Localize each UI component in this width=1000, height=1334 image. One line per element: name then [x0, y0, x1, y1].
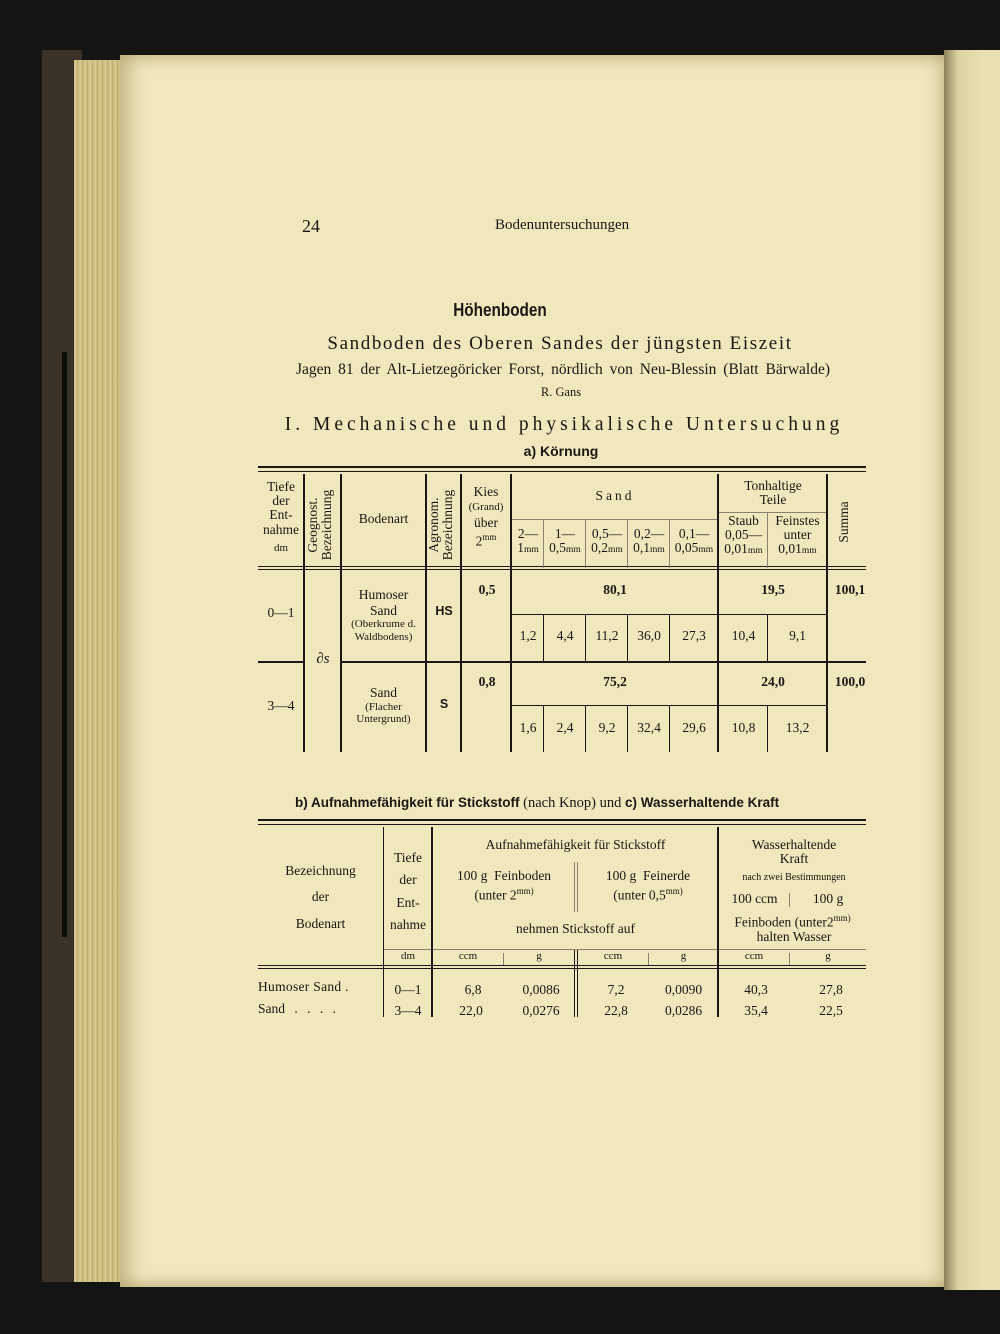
- header-feinerde: 100 g Feinerde (unter $0,5^{mm)}$: [605, 868, 691, 903]
- page-sheet: [120, 55, 946, 1287]
- unit-label: g: [825, 950, 831, 962]
- header-aufnahme: Aufnahmefähigkeit für Stickstoff: [485, 837, 666, 852]
- unit-label: ccm: [458, 950, 478, 962]
- row2-tiefe: 3—4: [267, 698, 295, 713]
- table-cell: 35,4: [744, 1003, 768, 1018]
- row1-sand-value: 1,2: [519, 628, 537, 643]
- page-title: Höhenboden: [453, 300, 547, 320]
- header-tiefe-b: Tiefe der Ent- nahme: [390, 850, 426, 932]
- table-cell: 22,0: [459, 1003, 483, 1018]
- row1-bodenart: Humoser Sand (Oberkrume d. Waldbodens): [351, 587, 416, 643]
- header-staub: Staub 0,05— 0,01mm: [724, 513, 763, 557]
- unit-label: g: [536, 950, 542, 962]
- header-tiefe-unit: dm: [400, 950, 416, 962]
- header-tiefe: Tiefe der Ent- nahme dm: [263, 479, 299, 554]
- table-cell: 6,8: [464, 982, 482, 997]
- row1-kies: 0,5: [478, 582, 496, 597]
- row2-sand-value: 32,4: [637, 720, 661, 735]
- row2-sand-total: 75,2: [603, 674, 627, 689]
- table-b-top-rule-2: [258, 824, 866, 825]
- table-b-header-rule-2: [258, 968, 866, 969]
- row2-bodenart: Sand (Flacher Untergrund): [356, 685, 411, 726]
- header-sand-col: 0,2— 0,1mm: [633, 526, 665, 556]
- header-wasser-note: nach zwei Bestimmungen: [742, 872, 846, 883]
- row2-sand-value: 1,6: [519, 720, 537, 735]
- unit-label: g: [680, 950, 687, 962]
- row1-ton-value: 9,1: [789, 628, 806, 643]
- table-cell: 0,0090: [664, 982, 703, 997]
- row1-summa: 100,1: [834, 582, 866, 597]
- subsection-a-heading: a) Körnung: [523, 443, 599, 459]
- header-nehmen: nehmen Stickstoff auf: [516, 921, 635, 936]
- table-cell: 7,2: [607, 982, 625, 997]
- author-name: R. Gans: [540, 385, 582, 399]
- bookmark-ribbon: [62, 352, 67, 937]
- table-a-ton-subrule-2: [719, 705, 826, 706]
- header-bodenart: Bodenart: [358, 511, 409, 526]
- header-wasser-col: 100 g: [812, 891, 844, 906]
- header-agronom: Agronom. Bezeichnung: [426, 489, 455, 561]
- row1-sand-value: 27,3: [682, 628, 706, 643]
- row1-sand-value: 11,2: [595, 628, 619, 643]
- row2-ton-value: 10,8: [731, 720, 756, 735]
- table-b-top-rule: [258, 819, 866, 821]
- header-sand-col: 1— 0,5mm: [549, 526, 581, 556]
- table-a-header-rule: [258, 566, 866, 567]
- row1-ton-value: 10,4: [731, 628, 756, 643]
- header-sand-col: 0,1— 0,05mm: [674, 526, 714, 556]
- row2-ton-total: 24,0: [761, 674, 785, 689]
- table-a-header-rule-2: [258, 569, 866, 570]
- table-row-tiefe: 0—1: [394, 982, 422, 997]
- header-wasser: Wasserhaltende Kraft: [751, 837, 837, 867]
- table-a-row-rule-tiefe: [258, 661, 304, 663]
- table-a-top-rule: [258, 466, 866, 468]
- header-sand-col: 0,5— 0,2mm: [591, 526, 623, 556]
- geognost-symbol: ∂s: [316, 651, 330, 667]
- row2-summa: 100,0: [834, 674, 866, 689]
- header-geognost: Geognost. Bezeichnung: [305, 489, 334, 561]
- running-head: Bodenuntersuchungen: [495, 217, 630, 233]
- table-row-bodenart: Sand . . . .: [258, 1001, 336, 1016]
- table-row-bodenart: Humoser Sand .: [258, 979, 349, 994]
- header-feinboden-wasser: Feinboden ($unter2^{mm)}$: [734, 913, 851, 930]
- table-cell: 0,0286: [664, 1003, 703, 1018]
- header-bezeichnung: Bezeichnung der Bodenart: [285, 863, 356, 931]
- header-feinstes: Feinstes unter 0,01mm: [775, 513, 820, 557]
- row1-sand-value: 36,0: [637, 628, 661, 643]
- table-cell: 0,0086: [522, 982, 560, 997]
- header-sand-col: 2— 1mm: [517, 526, 539, 556]
- row2-sand-value: 2,4: [556, 720, 574, 735]
- header-kies: Kies (Grand) über $2^{mm}$: [468, 484, 504, 548]
- table-a-row-rule: [341, 661, 866, 663]
- table-a-top-rule-2: [258, 471, 866, 472]
- header-sand: Sand: [595, 488, 635, 503]
- table-b-header-rule: [258, 965, 866, 966]
- row2-sand-value: 29,6: [682, 720, 706, 735]
- row2-agronom: S: [439, 697, 449, 711]
- header-wasser-col: 100 ccm: [731, 891, 778, 906]
- page-subtitle: Sandboden des Oberen Sandes der jüngsten Eiszeit: [327, 333, 793, 354]
- row1-sand-value: 4,4: [556, 628, 574, 643]
- table-cell: 22,8: [604, 1003, 628, 1018]
- table-cell: 22,5: [819, 1003, 843, 1018]
- subsection-b-heading: b) Aufnahmefähigkeit für Stickstoff (nach Knop) und c) Wasserhaltende Kraft: [295, 795, 780, 811]
- table-b-unit-rule: [432, 949, 866, 950]
- unit-label: ccm: [744, 950, 764, 962]
- table-cell: 0,0276: [522, 1003, 560, 1018]
- row1-ton-total: 19,5: [761, 582, 785, 597]
- header-feinboden: 100 g Feinboden (unter $2^{mm)}$: [456, 868, 552, 903]
- row2-kies: 0,8: [478, 674, 496, 689]
- sample-location: Jagen 81 der Alt-Lietzegöricker Forst, nördlich von Neu-Blessin (Blatt Bärwalde): [295, 361, 831, 378]
- page-number: 24: [302, 216, 320, 236]
- table-cell: 27,8: [819, 982, 843, 997]
- facing-page-edge: [944, 50, 1000, 1290]
- table-a-ton-subrule-1: [719, 614, 826, 615]
- header-summa: Summa: [836, 501, 851, 543]
- unit-label: ccm: [603, 950, 623, 962]
- header-tonhaltige: Tonhaltige Teile: [744, 478, 802, 508]
- row1-tiefe: 0—1: [267, 605, 295, 620]
- table-row-tiefe: 3—4: [394, 1003, 422, 1018]
- table-cell: 40,3: [744, 982, 768, 997]
- row1-agronom: HS: [435, 604, 453, 618]
- row1-sand-total: 80,1: [603, 582, 627, 597]
- header-halten: halten Wasser: [756, 929, 832, 944]
- row2-sand-value: 9,2: [598, 720, 616, 735]
- row2-ton-value: 13,2: [785, 720, 810, 735]
- section-heading: I. Mechanische und physikalische Untersuchung: [284, 414, 844, 435]
